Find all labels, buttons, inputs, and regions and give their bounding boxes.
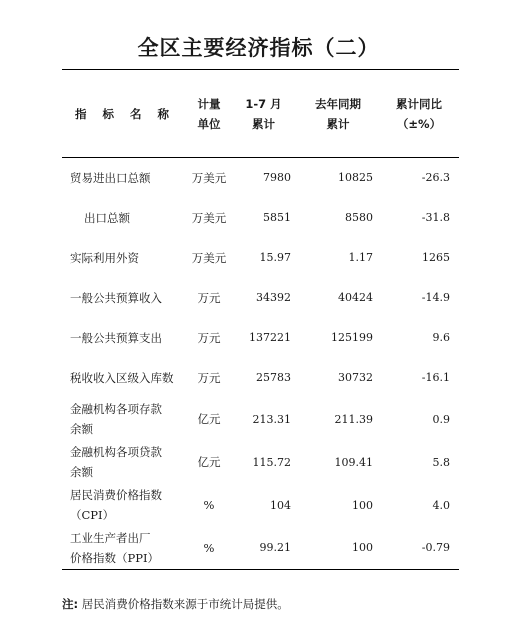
row-current: 104 xyxy=(270,498,291,512)
table-row xyxy=(62,441,459,484)
header-current-line1: 1-7 月 xyxy=(245,96,282,111)
footnote-text: 居民消费价格指数来源于市统计局提供。 xyxy=(81,597,289,611)
row-name xyxy=(62,398,188,441)
header-unit xyxy=(188,70,230,158)
table-row xyxy=(62,398,459,441)
row-yoy: -31.8 xyxy=(421,211,450,224)
row-name: 税收收入区级入库数 xyxy=(70,370,174,385)
table-row xyxy=(62,198,459,238)
row-previous: 40424 xyxy=(338,291,373,304)
row-name-line2: 余额 xyxy=(70,465,93,479)
row-yoy: -0.79 xyxy=(421,541,450,555)
row-unit: 万元 xyxy=(197,370,221,385)
row-current: 7980 xyxy=(263,171,291,185)
header-indicator-name: 指 标 名 称 xyxy=(74,106,175,121)
row-unit: % xyxy=(203,498,215,512)
row-yoy: 9.6 xyxy=(432,331,450,344)
header-previous-line1: 去年同期 xyxy=(315,96,361,111)
row-name-line2: 价格指数（PPI） xyxy=(70,550,160,565)
row-previous: 100 xyxy=(352,498,373,512)
row-current: 34392 xyxy=(256,291,291,304)
row-previous: 8580 xyxy=(345,211,373,224)
row-yoy: 4.0 xyxy=(432,498,450,512)
row-name-line1: 工业生产者出厂 xyxy=(70,530,151,545)
row-current: 25783 xyxy=(256,371,291,384)
row-current: 115.72 xyxy=(252,455,291,469)
row-name-line2: 余额 xyxy=(70,422,93,436)
row-name xyxy=(62,527,188,570)
row-name-line1: 金融机构各项贷款 xyxy=(70,445,162,459)
row-name: 实际利用外资 xyxy=(70,250,139,265)
row-unit: % xyxy=(203,540,215,555)
row-yoy: 5.8 xyxy=(432,455,450,469)
table-row xyxy=(62,278,459,318)
row-previous: 10825 xyxy=(338,171,373,185)
header-yoy-line2: （±%） xyxy=(396,116,442,131)
row-name xyxy=(62,484,188,527)
row-unit: 亿元 xyxy=(197,455,221,469)
header-previous xyxy=(297,70,379,158)
row-yoy: -14.9 xyxy=(421,291,450,304)
row-name-line1: 居民消费价格指数 xyxy=(70,488,162,502)
footnote-label: 注: xyxy=(62,597,79,611)
row-yoy: 1265 xyxy=(422,251,450,264)
table-row xyxy=(62,527,459,570)
header-current xyxy=(230,70,297,158)
row-previous: 125199 xyxy=(331,331,373,344)
row-yoy: 0.9 xyxy=(432,412,450,426)
row-previous: 30732 xyxy=(338,371,373,384)
row-name-line2: （CPI） xyxy=(70,508,115,522)
table-row xyxy=(62,318,459,358)
table-row xyxy=(62,358,459,398)
header-yoy xyxy=(379,70,459,158)
row-name: 贸易进出口总额 xyxy=(70,170,151,185)
row-unit: 万美元 xyxy=(191,250,227,265)
row-unit: 万元 xyxy=(197,330,221,345)
row-name xyxy=(62,441,188,484)
table-row xyxy=(62,484,459,527)
header-unit-line1: 计量 xyxy=(197,96,221,111)
table-row xyxy=(62,238,459,278)
row-name-line1: 金融机构各项存款 xyxy=(70,402,162,416)
row-previous: 211.39 xyxy=(334,412,373,426)
row-current: 99.21 xyxy=(259,541,291,555)
page-title: 全区主要经济指标（二） xyxy=(137,36,380,60)
row-unit: 万美元 xyxy=(191,170,227,185)
table-header xyxy=(62,70,459,158)
row-previous: 1.17 xyxy=(348,251,373,264)
table-body xyxy=(62,158,459,570)
row-current: 5851 xyxy=(263,211,291,224)
footnote xyxy=(62,596,289,612)
row-previous: 100 xyxy=(352,541,373,555)
row-yoy: -16.1 xyxy=(421,371,450,384)
header-yoy-line1: 累计同比 xyxy=(396,96,442,111)
row-unit: 亿元 xyxy=(197,412,221,426)
row-unit: 万元 xyxy=(197,290,221,305)
row-current: 15.97 xyxy=(259,251,291,264)
table-row xyxy=(62,158,459,198)
row-unit: 万美元 xyxy=(191,210,227,225)
row-current: 213.31 xyxy=(252,412,291,426)
economic-indicators-table xyxy=(62,69,459,570)
row-previous: 109.41 xyxy=(334,455,373,469)
row-name: 一般公共预算支出 xyxy=(70,330,162,345)
row-current: 137221 xyxy=(249,331,291,344)
row-name: 出口总额 xyxy=(84,210,130,225)
header-current-line2: 累计 xyxy=(252,116,275,131)
header-unit-line2: 单位 xyxy=(197,116,221,131)
row-name: 一般公共预算收入 xyxy=(70,290,162,305)
header-previous-line2: 累计 xyxy=(326,116,350,131)
row-yoy: -26.3 xyxy=(421,171,450,185)
